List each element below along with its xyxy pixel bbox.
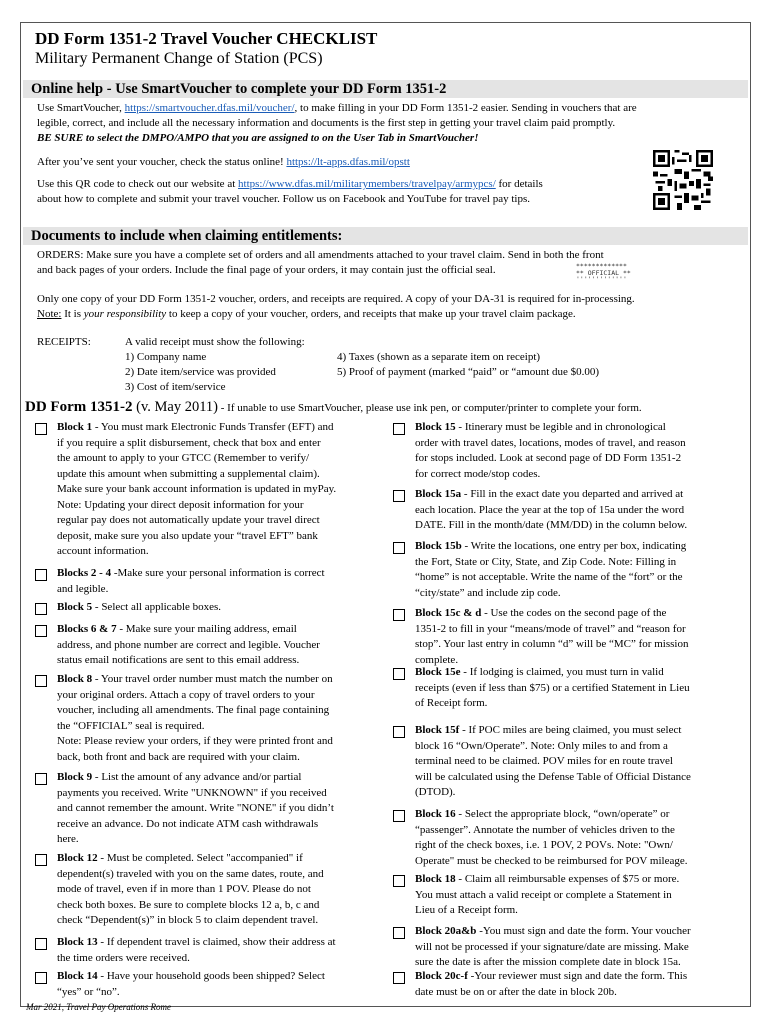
checklist-line: Block 5 - Select all applicable boxes. [57,601,222,613]
checklist-line: Note: Updating your direct deposit information for your [57,498,304,511]
checklist-line: of Receipt form. [415,697,488,709]
checklist-line: Block 15c & d - Use the codes on the second page of the [415,607,667,619]
checklist-line: stop”. Your last entry in column “d” will be “MC” for mission [415,638,689,650]
checklist-line: order with travel dates, locations, modes of travel, and reason [415,436,686,449]
checklist-line: payments you received. Write "UNKNOWN" if you received [57,786,327,799]
block-label: Block 15c & d [415,607,482,619]
checklist-item-block-15 [393,420,765,482]
checklist-line: here. [57,833,79,845]
qr-paragraph: Use this QR code to check out our website at https://www.dfas.mil/militarymembers/travelpay/armypcs/ for details about how to complete and submit your travel voucher. Follow us on Facebook and YouTube for travel pay tips. [37,178,543,205]
checklist-line: will not be processed if your signature/date are missing. Make [415,940,689,953]
checklist-line: sure the date is after the mission complete date in block 15a. [415,956,681,968]
checklist-line: for stops included. Look at second page of DD Form 1351-2 [415,452,682,464]
checklist-line: Block 15f - If POC miles are being claimed, you must select [415,724,682,736]
checklist-line: “yes” or “no”. [57,985,120,998]
receipt-items-left: 1) Company name 2) Date item/service was provided 3) Cost of item/service [125,351,276,393]
checkbox[interactable] [393,726,405,738]
checklist-line: Operate" must be checked to be reimbursed for POV mileage. [415,854,688,867]
online-help-heading: Online help - Use SmartVoucher to complete your DD Form 1351-2 [23,80,748,98]
block-label: Block 20a&b [415,925,477,937]
checklist-line: your original orders. Attach a copy of travel orders to your [57,688,315,701]
checklist-line: update this amount when submitting a supplemental claim). [57,467,320,480]
checklist-line: regular pay does not automatically update your travel direct [57,514,320,526]
receipts-label: RECEIPTS: [37,336,91,348]
checklist-line: Block 20c-f -Your reviewer must sign and date the form. This [415,970,688,982]
checklist-line: right of the check boxes, i.e. 1 POV, 2 POVs. Note: "Own/ [415,839,673,851]
checklist-line: address, and phone number are correct and legible. Voucher [57,638,320,651]
checklist-line: for correct mode/stop codes. [415,467,541,480]
checklist-line: Block 12 - Must be completed. Select "accompanied" if [57,852,303,864]
checklist-item-block-18 [393,872,765,919]
checklist-line: and legible. [57,582,109,595]
checklist-line: 1351-2 to fill in your “means/mode of travel” and “reason for [415,622,686,635]
checklist-line: Block 1 - You must mark Electronic Funds Transfer (EFT) and [57,421,334,433]
block-label: Block 1 [57,421,93,433]
checklist-line: dependent(s) traveled with you on the same dates, route, and [57,867,324,880]
checklist-line: Block 15a - Fill in the exact date you departed and arrived at [415,488,684,500]
checklist-line: will be calculated using the Defense Table of Official Distance [415,770,691,783]
checkbox[interactable] [35,603,47,615]
checklist-line: Block 20a&b -You must sign and date the form. Your voucher [415,925,691,937]
block-label: Block 12 [57,852,98,864]
checklist-line: “city/state” and include zip code. [415,586,561,599]
qr-code-icon[interactable] [653,150,713,210]
checkbox[interactable] [393,927,405,939]
checklist-item-block-15e [393,665,765,712]
checklist-line: voucher, including all amendments. The final page containing [57,704,330,716]
checklist-page [20,22,751,1007]
block-label: Blocks 2 - 4 [57,567,112,579]
checklist-line: and cannot remember the amount. Write "NONE" if you didn’t [57,802,334,814]
checkbox[interactable] [393,668,405,680]
checklist-line: receive an advance. Do not indicate ATM cash withdrawals [57,817,319,830]
checklist-item-block-1 [35,420,409,560]
checklist-line: Block 8 - Your travel order number must match the number on [57,673,333,685]
block-label: Block 15b [415,540,462,552]
checklist-line: (DTOD). [415,786,456,798]
checklist-item-block-5 [35,600,409,616]
checklist-item-block-15c-d [393,606,765,668]
block-label: Blocks 6 & 7 [57,623,117,635]
checklist-line: the amount to apply to your GTCC (Remember to verify/ [57,452,310,464]
checklist-line: Blocks 6 & 7 - Make sure your mailing address, email [57,623,297,635]
checklist-line: “passenger”. Annotate the number of vehicles driven to the [415,823,675,836]
orders-paragraph: ORDERS: Make sure you have a complete set of orders and all amendments attached to your travel claim. Send in both the front and back pages of your orders. Include the final page of your orders, it may contain just the official seal. [37,249,604,276]
checkbox[interactable] [35,569,47,581]
checkbox[interactable] [393,875,405,887]
checklist-item-block-16 [393,807,765,869]
checklist-line: Block 15e - If lodging is claimed, you must turn in valid [415,666,664,678]
official-seal-icon: ************* ** OFFICIAL ** ''''''''''''' [576,262,631,283]
checklist-item-block-15f [393,723,765,801]
dfas-website-link[interactable]: https://www.dfas.mil/militarymembers/travelpay/armypcs/ [238,178,496,190]
checklist-item-block-14 [35,969,409,1000]
checklist-line: Block 9 - List the amount of any advance and/or partial [57,771,302,783]
checklist-line: status email notifications are sent to this email address. [57,654,300,666]
block-label: Block 20c-f [415,970,468,982]
checklist-line: Block 15 - Itinerary must be legible and in chronological [415,421,666,433]
checkbox[interactable] [35,423,47,435]
block-label: Block 15e [415,666,461,678]
checklist-line: Make sure your bank account information is updated in myPay. [57,483,337,495]
checklist-line: Block 13 - If dependent travel is claimed, show their address at [57,936,336,948]
checklist-line: account information. [57,545,149,557]
block-label: Block 9 [57,771,93,783]
checkbox[interactable] [35,854,47,866]
page-subtitle: Military Permanent Change of Station (PCS) [35,50,323,67]
block-label: Block 15a [415,488,462,500]
block-label: Block 14 [57,970,98,982]
checklist-line: check “Dependent(s)” in block 5 to claim dependent travel. [57,914,319,926]
checklist-line: the time orders were received. [57,951,190,964]
smartvoucher-link[interactable]: https://smartvoucher.dfas.mil/voucher/ [124,102,295,114]
copy-paragraph: Only one copy of your DD Form 1351-2 voucher, orders, and receipts are required. A copy of your DA-31 is required for in-processing. Note: It is your responsibility to keep a copy of your voucher, orders, and receipts that make up your travel claim package. [37,293,635,320]
checklist-line: deposit, make sure you also update your “travel EFT” bank [57,529,318,542]
footer-note: Mar 2021, Travel Pay Operations Rome [26,1002,171,1012]
status-link[interactable]: https://lt-apps.dfas.mil/opstt [286,156,410,168]
dmpo-warning: BE SURE to select the DMPO/AMPO that you are assigned to on the User Tab in SmartVoucher! [37,132,479,144]
checklist-item-block-20c-f [393,969,765,1000]
checklist-line: Lieu of a Receipt form. [415,904,518,916]
checklist-item-block-15a [393,487,765,534]
documents-heading: Documents to include when claiming entitlements: [23,227,748,245]
block-label: Block 18 [415,873,456,885]
status-paragraph: After you’ve sent your voucher, check the status online! https://lt-apps.dfas.mil/opstt [37,156,410,168]
checklist-line: back, both front and back are required with your claim. [57,750,300,763]
checklist-line: Blocks 2 - 4 -Make sure your personal information is correct [57,567,325,579]
checklist-line: Block 15b - Write the locations, one entry per box, indicating [415,540,687,552]
checklist-line: the “OFFICIAL” seal is required. [57,719,205,732]
checkbox[interactable] [393,609,405,621]
checklist-line: Note: Please review your orders, if they were printed front and [57,735,333,747]
checkbox[interactable] [35,972,47,984]
block-label: Block 15f [415,724,460,736]
checklist-line: Block 16 - Select the appropriate block, “own/operate” or [415,808,670,820]
form-heading: DD Form 1351-2 (v. May 2011) - If unable to use SmartVoucher, please use ink pen, or computer/printer to complete your form. [25,399,642,415]
checkbox[interactable] [393,810,405,822]
checklist-line: “home” is not acceptable. Write the name of the “fort” or the [415,571,683,583]
checklist-item-blocks-6-7 [35,622,409,669]
checkbox[interactable] [35,938,47,950]
checklist-item-block-9 [35,770,409,848]
checklist-line: mode of travel, even if in more than 1 POV. Please do not [57,883,311,895]
checklist-item-blocks-2-4 [35,566,409,597]
receipts-intro: A valid receipt must show the following: [125,336,305,348]
checklist-line: receipts (even if less than $75) or a certified Statement in Lieu [415,681,690,694]
block-label: Block 15 [415,421,456,433]
checkbox[interactable] [393,972,405,984]
checklist-item-block-13 [35,935,409,966]
checklist-line: Block 18 - Claim all reimbursable expenses of $75 or more. [415,873,680,885]
block-label: Block 5 [57,601,93,613]
checklist-line: terminal need to be claimed. POV miles for en route travel [415,755,673,767]
checklist-item-block-8 [35,672,409,765]
block-label: Block 8 [57,673,93,685]
block-label: Block 13 [57,936,98,948]
checklist-line: DATE. Fill in the month/date (MM/DD) in the column below. [415,519,688,531]
checklist-line: block 16 “Own/Operate”. Note: Only miles to and from a [415,739,668,752]
checklist-line: complete. [415,653,459,666]
checklist-item-block-15b [393,539,765,601]
checklist-line: date must be on or after the date in block 20b. [415,985,617,998]
checkbox[interactable] [393,490,405,502]
checklist-item-block-12 [35,851,409,929]
checklist-line: Block 14 - Have your household goods been shipped? Select [57,970,325,982]
checklist-line: the Fort, State or City, State, and Zip Code. Note: Filling in [415,555,677,568]
checkbox[interactable] [35,625,47,637]
checklist-line: You must attach a valid receipt or complete a Statement in [415,888,672,901]
checklist-line: if you require a split disbursement, check that box and enter [57,436,321,449]
checkbox[interactable] [35,675,47,687]
checkbox[interactable] [393,423,405,435]
block-label: Block 16 [415,808,456,820]
page-title: DD Form 1351-2 Travel Voucher CHECKLIST [35,29,378,48]
receipt-items-right: 4) Taxes (shown as a separate item on receipt) 5) Proof of payment (marked “paid” or “amount due $0.00) [337,351,600,378]
checkbox[interactable] [393,542,405,554]
checklist-line: each location. Place the year at the top of 15a under the word [415,503,685,516]
checklist-item-block-20a-b [393,924,765,971]
online-help-paragraph: Use SmartVoucher, https://smartvoucher.dfas.mil/voucher/, to make filling in your DD Form 1351-2 easier. Sending in vouchers that are legible, correct, and include all the necessary information and documents is the first step in getting your travel claim paid promptly. BE SURE to select the DMPO/AMPO that you are assigned to on the User Tab in SmartVoucher! [37,102,637,144]
checklist-line: check both boxes. Be sure to complete blocks 12 a, b, c and [57,898,320,911]
checkbox[interactable] [35,773,47,785]
